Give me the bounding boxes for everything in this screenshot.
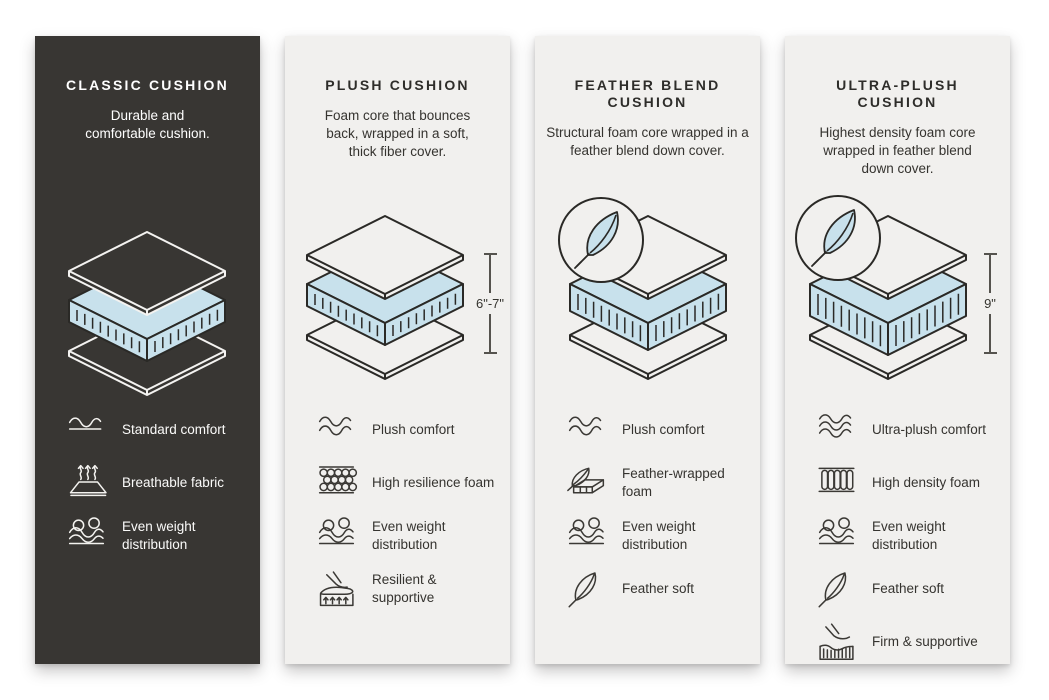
feather-foam-icon xyxy=(563,463,609,502)
panel-description: Durable and comfortable cushion. xyxy=(85,107,210,141)
feature-label: Feather soft xyxy=(872,580,945,596)
feature-label: Even weight distribution xyxy=(872,518,946,552)
feature-item xyxy=(313,516,502,555)
feather-icon xyxy=(813,569,859,608)
feature-label: High density foam xyxy=(872,474,981,490)
feature-list xyxy=(813,410,1002,675)
panel-ultra-plush-cushion xyxy=(785,36,1010,664)
cushion-illustration xyxy=(285,196,510,408)
feature-label: Plush comfort xyxy=(372,421,455,437)
feather-icon xyxy=(563,569,609,608)
panel-title: PLUSH CUSHION xyxy=(325,77,470,93)
panel-feather-blend-cushion xyxy=(535,36,760,664)
feature-item xyxy=(63,410,252,449)
density-foam-icon xyxy=(813,463,859,502)
feature-item xyxy=(563,569,752,608)
panel-description: Structural foam core wrapped in a feather blend down cover. xyxy=(546,124,749,158)
feature-label: Even weight distribution xyxy=(622,518,696,552)
feature-label: Breathable fabric xyxy=(122,474,225,490)
marker-bottom-cap xyxy=(984,352,997,354)
feature-label: Resilient & supportive xyxy=(372,571,437,605)
double-wave-icon xyxy=(313,410,359,449)
size-marker xyxy=(468,253,512,354)
triple-wave-icon xyxy=(813,410,859,449)
firm-supportive-icon xyxy=(813,622,859,661)
panel-title: FEATHER BLEND CUSHION xyxy=(574,77,721,110)
cushion-illustration xyxy=(535,196,760,408)
feature-label: Plush comfort xyxy=(622,421,705,437)
feature-list xyxy=(313,410,502,622)
layered-cushion-graphic xyxy=(52,212,242,400)
feature-item xyxy=(813,622,1002,661)
feature-item xyxy=(813,569,1002,608)
feature-item xyxy=(563,516,752,555)
feature-list xyxy=(63,410,252,569)
resilient-icon xyxy=(313,569,359,608)
feature-item xyxy=(563,463,752,502)
foam-cells-icon xyxy=(313,463,359,502)
panel-description: Highest density foam core wrapped in feather blend down cover. xyxy=(819,124,976,176)
feature-label: Firm & supportive xyxy=(872,633,978,649)
feature-label: Feather-wrapped foam xyxy=(622,465,725,499)
feature-item xyxy=(813,516,1002,555)
panel-description: Foam core that bounces back, wrapped in a soft, thick fiber cover. xyxy=(324,107,471,159)
panel-plush-cushion xyxy=(285,36,510,664)
size-marker xyxy=(968,253,1012,354)
feature-label: Feather soft xyxy=(622,580,695,596)
feature-item xyxy=(63,516,252,555)
feature-item xyxy=(313,410,502,449)
size-marker-label: 6"-7" xyxy=(475,296,505,311)
wave-icon xyxy=(63,410,109,449)
feather-badge-icon xyxy=(557,196,645,284)
feature-item xyxy=(813,463,1002,502)
marker-line xyxy=(489,314,491,352)
panel-title: ULTRA-PLUSH CUSHION xyxy=(836,77,959,110)
even-weight-icon xyxy=(563,516,609,555)
layered-cushion-graphic xyxy=(290,196,480,384)
cushion-illustration xyxy=(785,196,1010,408)
even-weight-icon xyxy=(313,516,359,555)
feature-label: High resilience foam xyxy=(372,474,495,490)
marker-line xyxy=(489,255,491,293)
feature-item xyxy=(813,410,1002,449)
feature-label: Even weight distribution xyxy=(372,518,446,552)
panel-classic-cushion xyxy=(35,36,260,664)
size-marker-label: 9" xyxy=(984,296,996,311)
even-weight-icon xyxy=(813,516,859,555)
even-weight-icon xyxy=(63,516,109,555)
double-wave-icon xyxy=(563,410,609,449)
feature-label: Standard comfort xyxy=(122,421,226,437)
feature-item xyxy=(563,410,752,449)
panel-title: CLASSIC CUSHION xyxy=(66,77,229,93)
feather-badge-icon xyxy=(794,194,882,282)
marker-line xyxy=(989,314,991,352)
feature-label: Even weight distribution xyxy=(122,518,196,552)
feature-label: Ultra-plush comfort xyxy=(872,421,987,437)
feature-item xyxy=(63,463,252,502)
feature-item xyxy=(313,569,502,608)
marker-line xyxy=(989,255,991,293)
feature-list xyxy=(563,410,752,622)
breathable-icon xyxy=(63,463,109,502)
cushion-illustration xyxy=(35,212,260,424)
feature-item xyxy=(313,463,502,502)
marker-bottom-cap xyxy=(484,352,497,354)
